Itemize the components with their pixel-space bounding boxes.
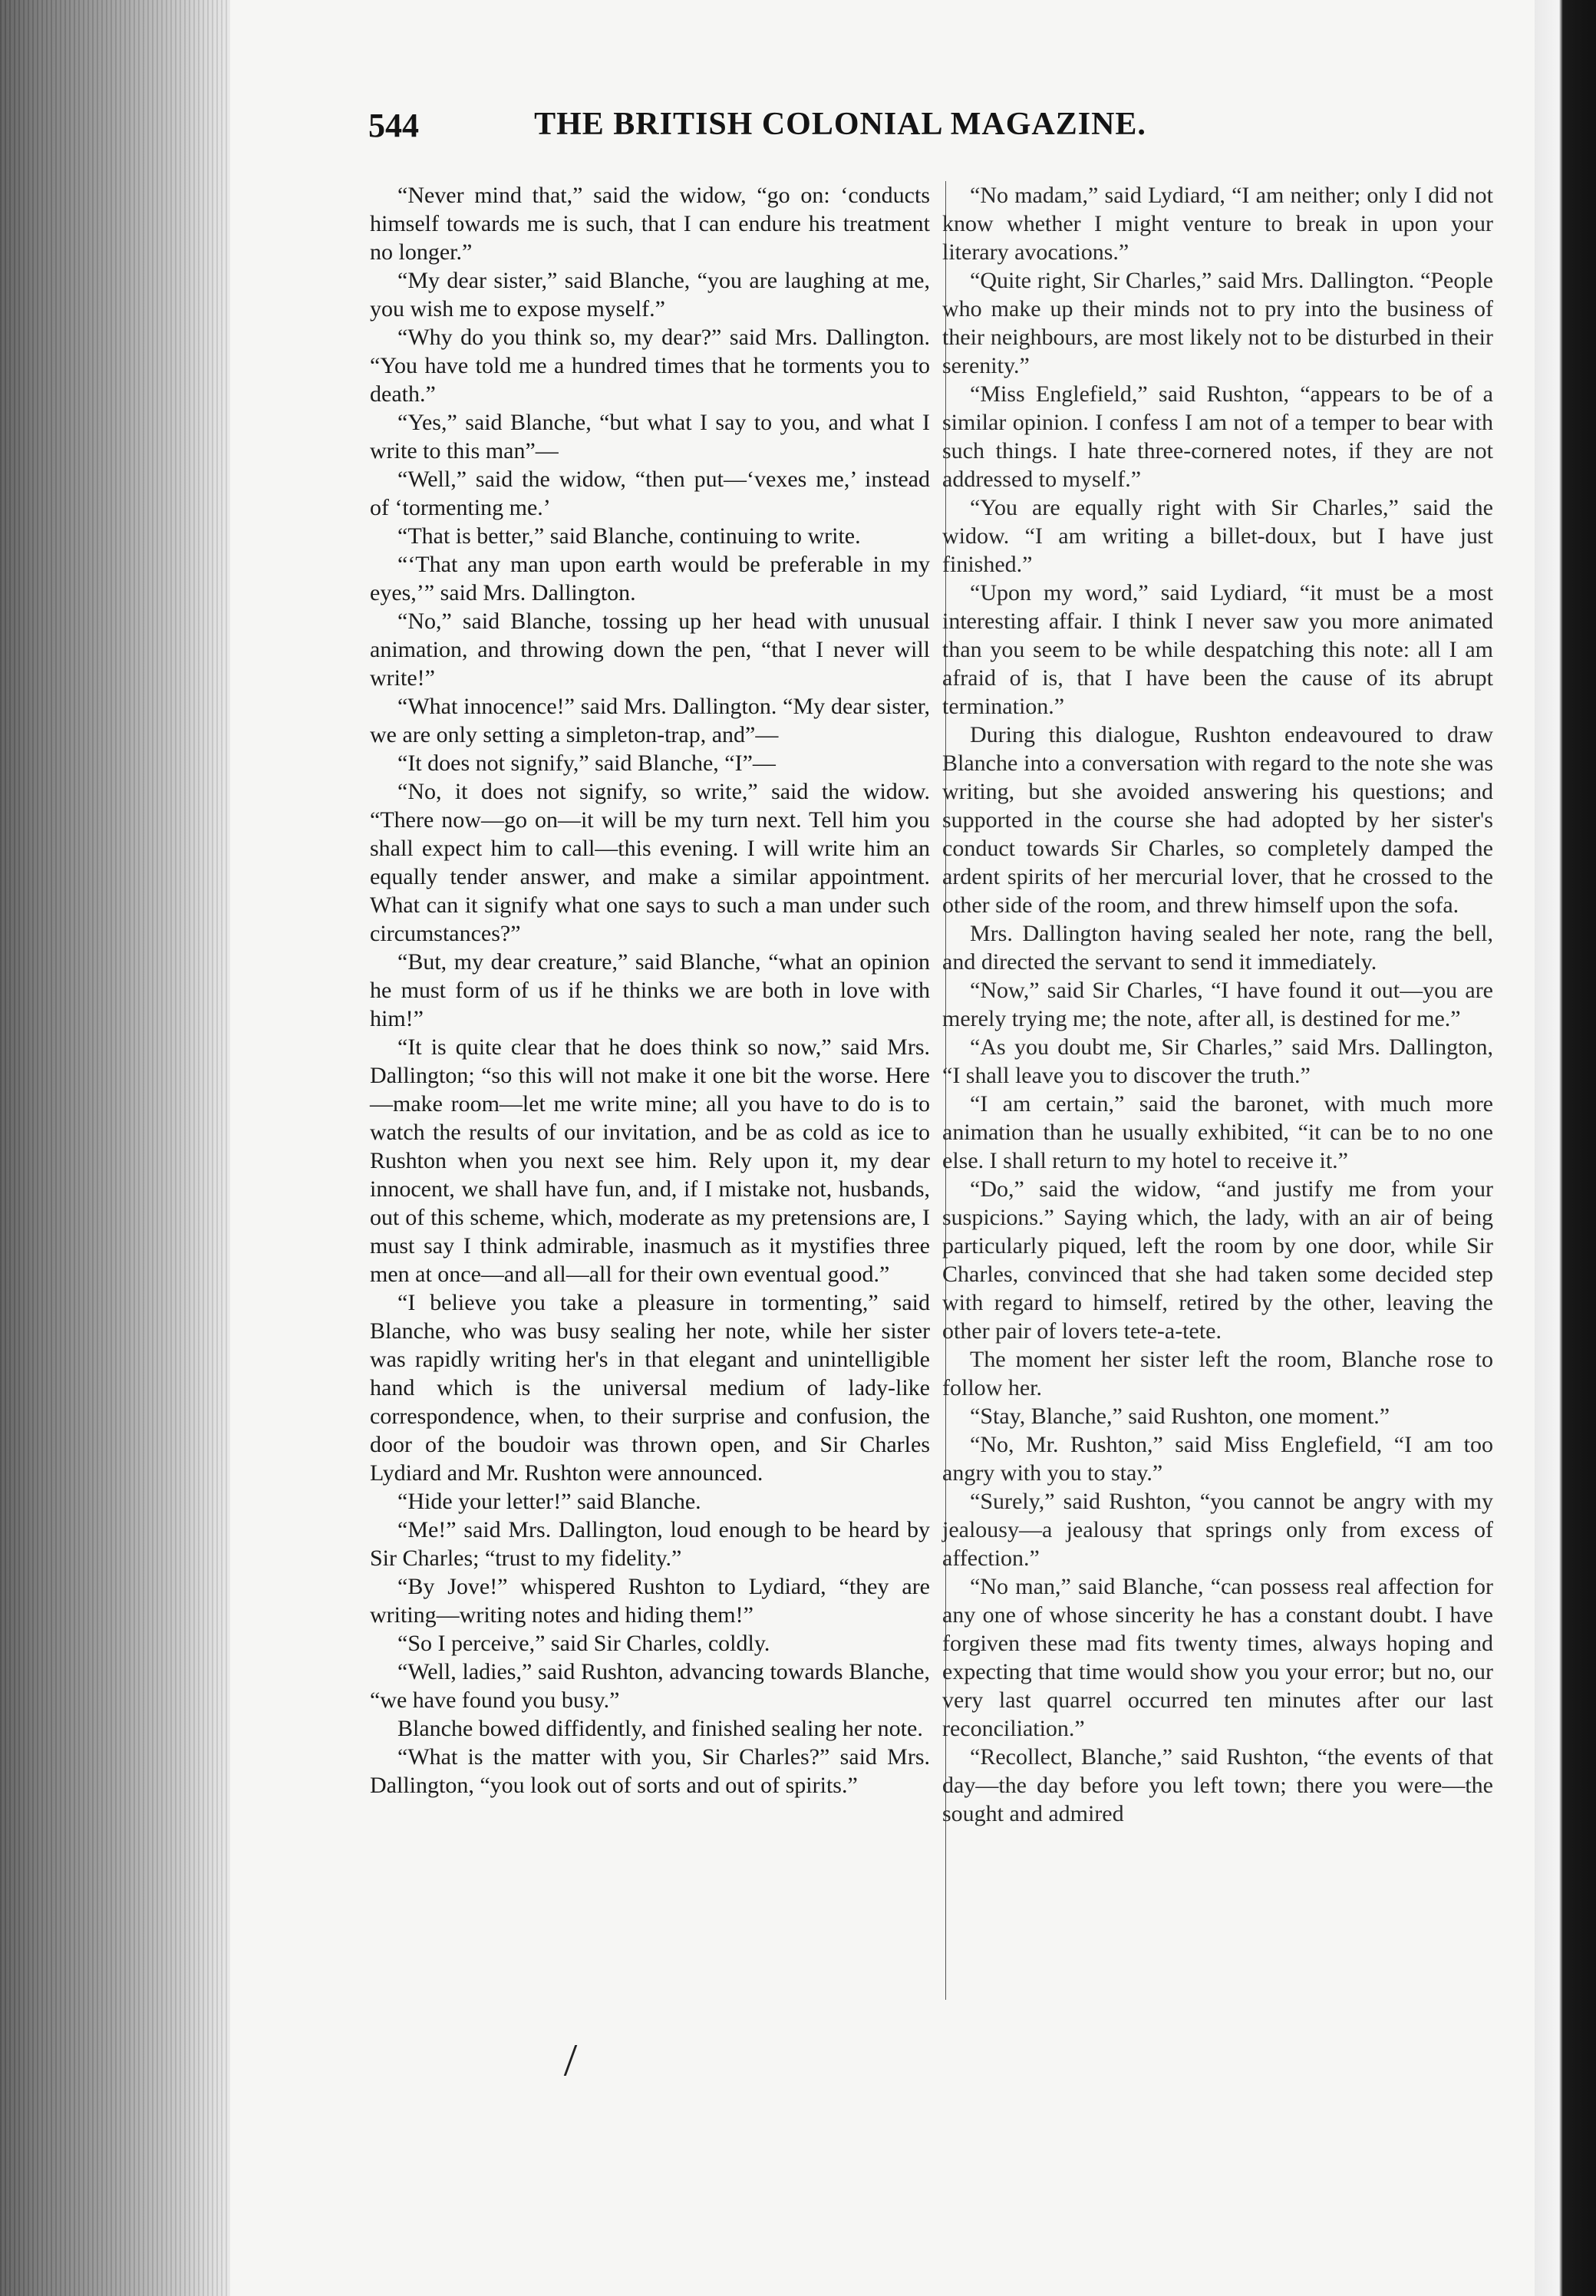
- paragraph: “Well, ladies,” said Rushton, advancing towards Blanche, “we have found you busy.”: [370, 1659, 930, 1713]
- paragraph: “Recollect, Blanche,” said Rushton, “the events of that day—the day before you left town; there you were—the sought and admired: [942, 1744, 1493, 1826]
- paragraph: “That is better,” said Blanche, continuing to write.: [397, 523, 861, 549]
- paragraph: “Surely,” said Rushton, “you cannot be angry with my jealousy—a jealousy that springs only from excess of affection.”: [942, 1489, 1493, 1571]
- paragraph: “It does not signify,” said Blanche, “I”—: [397, 750, 776, 776]
- paragraph: “Never mind that,” said the widow, “go on: ‘conducts himself towards me is such, that I can endure his treatment no longer.”: [370, 183, 930, 265]
- paragraph: “Upon my word,” said Lydiard, “it must be a most interesting affair. I think I never saw you more animated than you seem to be while despatching this note: all I am afraid of is, that I have been the cause of its abrupt termination.”: [942, 580, 1493, 719]
- paragraph: “Now,” said Sir Charles, “I have found it out—you are merely trying me; the note, after all, is destined for me.”: [942, 978, 1493, 1031]
- paragraph: The moment her sister left the room, Blanche rose to follow her.: [942, 1347, 1493, 1400]
- book-binding-shadow: [0, 0, 230, 2296]
- magazine-title: THE BRITISH COLONIAL MAGAZINE.: [534, 107, 1146, 142]
- paragraph: “Do,” said the widow, “and justify me from your suspicions.” Saying which, the lady, with an air of being particularly piqued, left the room by one door, while Sir Charles, convinced that she had taken some decided step with regard to himself, retired by the other, leaving the other pair of lovers tete-a-tete.: [942, 1176, 1493, 1344]
- paragraph: “No, Mr. Rushton,” said Miss Englefield, “I am too angry with you to stay.”: [942, 1432, 1493, 1486]
- paragraph: “No man,” said Blanche, “can possess real affection for any one of whose sincerity he has a constant doubt. I have forgiven these mad fits twenty times, always hoping and expecting that time would show you your error; but no, our very last quarrel occurred ten minutes after our last reconciliation.”: [942, 1574, 1493, 1741]
- paragraph: Mrs. Dallington having sealed her note, rang the bell, and directed the servant to send it immediately.: [942, 921, 1493, 975]
- running-header: [368, 106, 1258, 160]
- paragraph: “It is quite clear that he does think so now,” said Mrs. Dallington; “so this will not make it one bit the worse. Here—make room—let me write mine; all you have to do is to watch the results of our invitation, and be as cold as ice to Rushton when you next see him. Rely upon it, my dear innocent, we shall have fun, and, if I mistake not, husbands, out of this scheme, which, moderate as my pretensions are, I must say I think admirable, inasmuch as it mystifies three men at once—and all—all for their own eventual good.”: [370, 1034, 930, 1287]
- paragraph: “‘That any man upon earth would be preferable in my eyes,’” said Mrs. Dallington.: [370, 552, 930, 605]
- page-number: 544: [368, 107, 419, 144]
- paragraph: “My dear sister,” said Blanche, “you are laughing at me, you wish me to expose myself.”: [370, 268, 930, 322]
- paragraph: “Miss Englefield,” said Rushton, “appears to be of a similar opinion. I confess I am not of a temper to bear with such things. I hate three-cornered notes, if they are not addressed to myself.”: [942, 381, 1493, 492]
- paragraph: “What innocence!” said Mrs. Dallington. “My dear sister, we are only setting a simpleton-trap, and”—: [370, 694, 930, 747]
- paragraph: “As you doubt me, Sir Charles,” said Mrs. Dallington, “I shall leave you to discover the truth.”: [942, 1034, 1493, 1088]
- right-column: [942, 181, 1493, 1828]
- next-page-edge: [1535, 0, 1596, 2296]
- paragraph: “By Jove!” whispered Rushton to Lydiard, “they are writing—writing notes and hiding them!”: [370, 1574, 930, 1628]
- paragraph: “Hide your letter!” said Blanche.: [397, 1489, 701, 1514]
- left-column: [370, 181, 930, 1800]
- paragraph: “Well,” said the widow, “then put—‘vexes me,’ instead of ‘tormenting me.’: [370, 467, 930, 520]
- paragraph: “No madam,” said Lydiard, “I am neither; only I did not know whether I might venture to break in upon your literary avocations.”: [942, 183, 1493, 265]
- paragraph: Blanche bowed diffidently, and finished sealing her note.: [397, 1716, 923, 1741]
- paragraph: “So I perceive,” said Sir Charles, coldly.: [397, 1631, 770, 1656]
- paragraph: “Yes,” said Blanche, “but what I say to you, and what I write to this man”—: [370, 410, 930, 463]
- paragraph: “Stay, Blanche,” said Rushton, one moment.”: [970, 1404, 1390, 1429]
- paragraph: “But, my dear creature,” said Blanche, “what an opinion he must form of us if he thinks we are both in love with him!”: [370, 949, 930, 1031]
- paragraph: “You are equally right with Sir Charles,” said the widow. “I am writing a billet-doux, but I have just finished.”: [942, 495, 1493, 577]
- paragraph: “I believe you take a pleasure in tormenting,” said Blanche, who was busy sealing her note, while her sister was rapidly writing her's in that elegant and unintelligible hand which is the universal medium of lady-like correspondence, when, to their surprise and confusion, the door of the boudoir was thrown open, and Sir Charles Lydiard and Mr. Rushton were announced.: [370, 1290, 930, 1486]
- paragraph: During this dialogue, Rushton endeavoured to draw Blanche into a conversation with regard to the note she was writing, but she avoided answering his questions; and supported in the course she had adopted by her sister's conduct towards Sir Charles, so completely damped the ardent spirits of her mercurial lover, that he crossed to the other side of the room, and threw himself upon the sofa.: [942, 722, 1493, 918]
- paragraph: “What is the matter with you, Sir Charles?” said Mrs. Dallington, “you look out of sorts and out of spirits.”: [370, 1744, 930, 1798]
- paragraph: “I am certain,” said the baronet, with much more animation than he usually exhibited, “it can be to no one else. I shall return to my hotel to receive it.”: [942, 1091, 1493, 1173]
- paragraph: “Quite right, Sir Charles,” said Mrs. Dallington. “People who make up their minds not to pry into the business of their neighbours, are most likely not to be disturbed in their serenity.”: [942, 268, 1493, 378]
- paragraph: “Why do you think so, my dear?” said Mrs. Dallington. “You have told me a hundred times that he torments you to death.”: [370, 325, 930, 407]
- paragraph: “Me!” said Mrs. Dallington, loud enough to be heard by Sir Charles; “trust to my fidelity.”: [370, 1517, 930, 1571]
- paragraph: “No,” said Blanche, tossing up her head with unusual animation, and throwing down the pen, “that I never will write!”: [370, 609, 930, 691]
- paragraph: “No, it does not signify, so write,” said the widow. “There now—go on—it will be my turn next. Tell him you shall expect him to call—this evening. I will write him an equally tender answer, and make a similar appointment. What can it signify what one says to such a man under such circumstances?”: [370, 779, 930, 946]
